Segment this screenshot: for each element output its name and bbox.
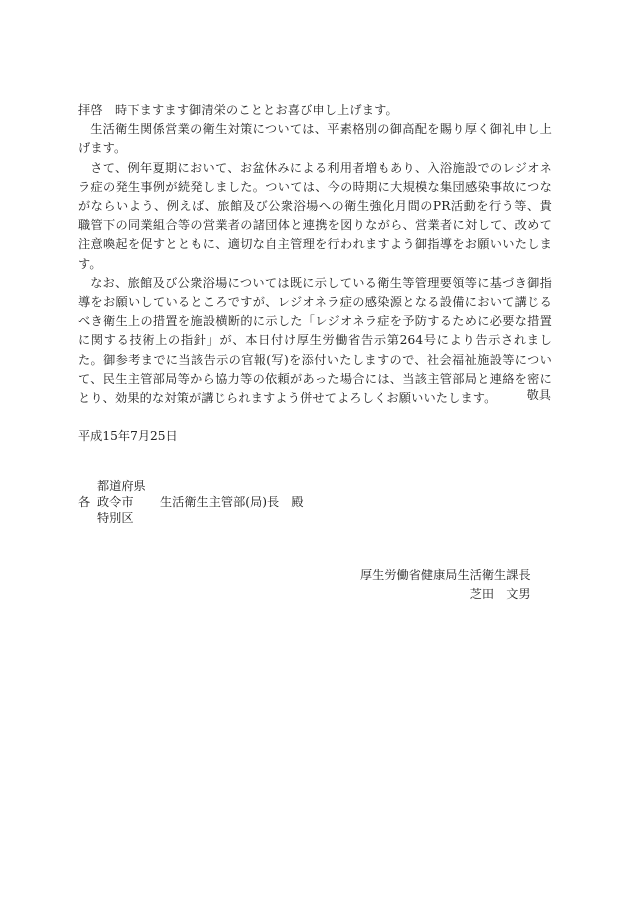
paragraph-3: なお、旅館及び公衆浴場については既に示している衛生等管理要領等に基づき御指導をお願いしているところですが、レジオネラ症の感染源となる設備において講じるべき衛生上の措置を施設横断的に示した「レジオネラ症を予防するために必要な措置に関する技術上の指針」が、本日付け厚生労働省告示第264号により告示されました。御参考までに当該告示の官報(写)を添付いたしますので、社会福祉施設等について、民生主管部局等から協力等の依頼があった場合には、当該主管部局と連絡を密にとり、効果的な対策が講じられますよう併せてよろしくお願いいたします。 — [78, 275, 552, 406]
paragraph-1: 生活衛生関係営業の衛生対策については、平素格別の御高配を賜り厚く御礼申し上げます。 — [78, 122, 552, 156]
addressee-type: 政令市 — [97, 495, 134, 509]
sender-department: 厚生労働省健康局生活衛生課長 — [360, 568, 531, 582]
paragraph-2: さて、例年夏期において、お盆休みによる利用者増もあり、入浴施設でのレジオネラ症の発生事例が続発しました。ついては、今の時期に大規模な集団感染事故につながならいよう、例えば、旅館及び公衆浴場への衛生強化月間のPR活動を行う等、貴職管下の同業組合等の営業者の諸団体と連携を図りながら、営業者に対して、改めて注意喚起を促すとともに、適切な自主管理を行われますよう御指導をお願いいたします。 — [78, 160, 552, 271]
addressee-prefix: 各 — [78, 495, 91, 509]
addressee-type: 都道府県 — [97, 479, 146, 493]
addressee-title: 生活衛生主管部(局)長 殿 — [160, 495, 304, 509]
sender-name: 芝田 文男 — [469, 587, 531, 601]
sender-block — [360, 566, 531, 604]
addressee-types — [97, 478, 146, 526]
letter-date: 平成15年7月25日 — [78, 429, 178, 443]
closing-salutation: 敬具 — [526, 388, 551, 402]
letter-body — [78, 101, 552, 408]
addressee-type: 特別区 — [97, 511, 134, 525]
opening-greeting: 拝啓 時下ますます御清栄のこととお喜び申し上げます。 — [78, 103, 398, 117]
